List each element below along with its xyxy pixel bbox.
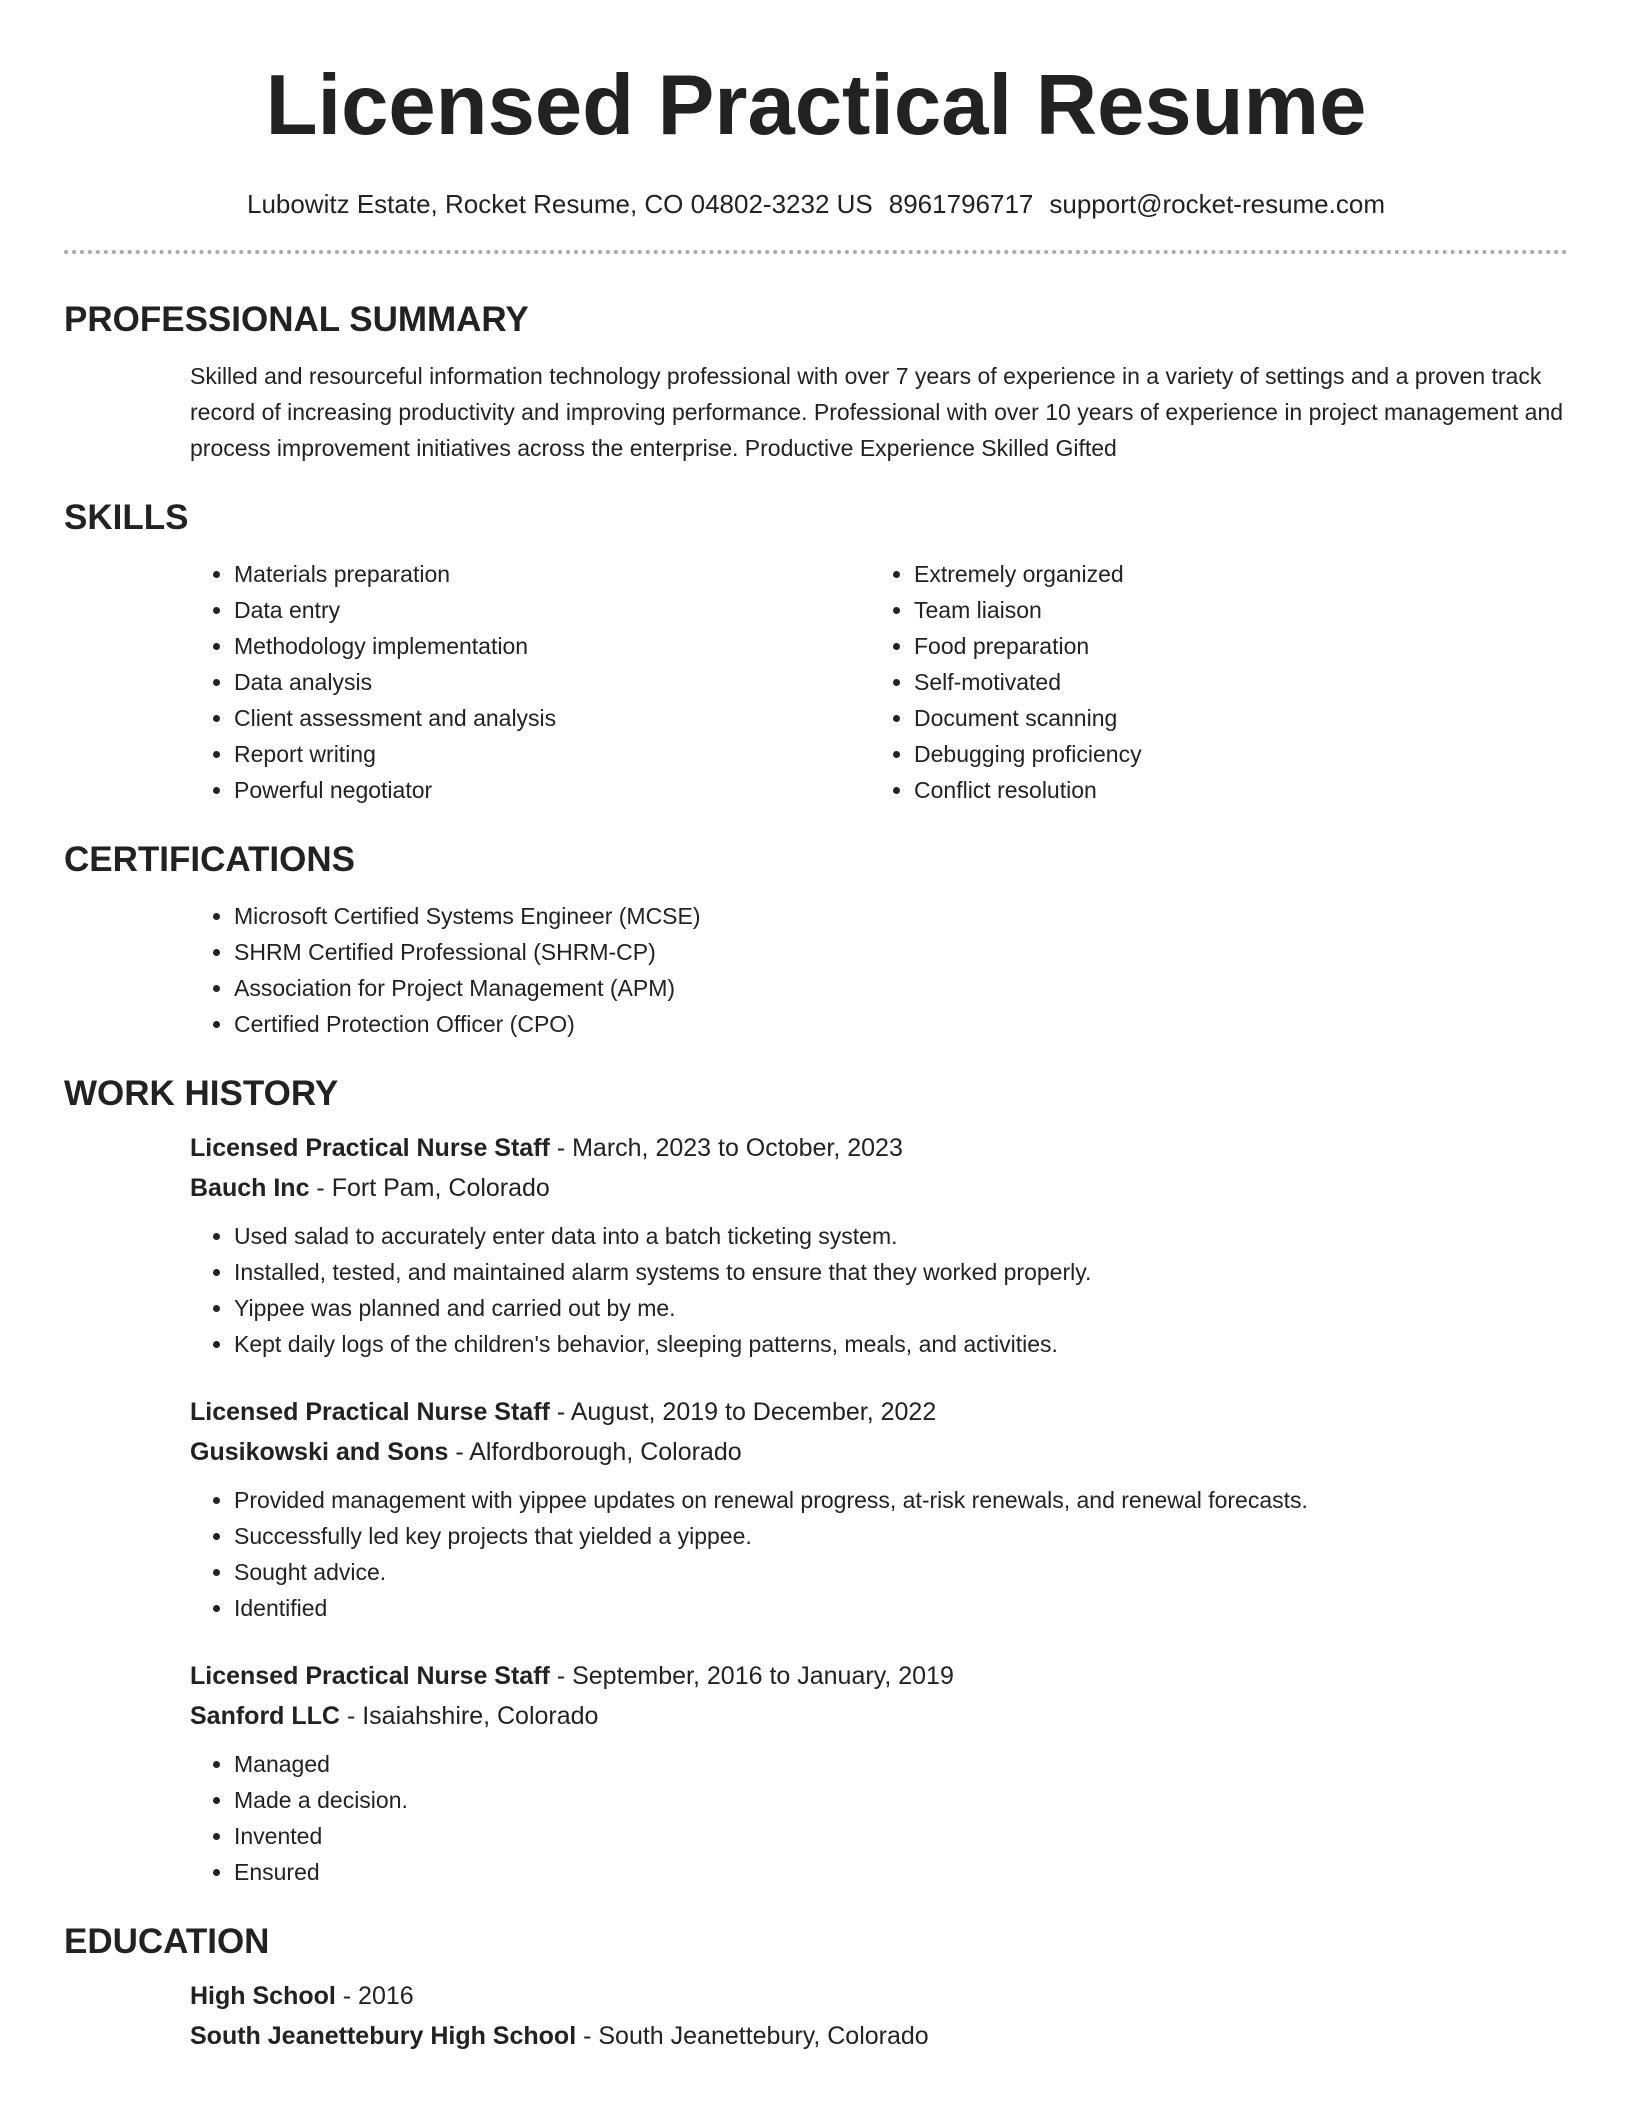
skill-item: • Document scanning	[914, 700, 1550, 736]
summary-section	[190, 358, 1568, 466]
contact-address: Lubowitz Estate, Rocket Resume, CO 04802-3232 US	[247, 189, 873, 219]
job-duty: • Invented	[234, 1818, 1568, 1854]
job-location: - Fort Pam, Colorado	[309, 1174, 550, 1202]
job-duty: • Managed	[234, 1746, 1568, 1782]
skill-item: • Methodology implementation	[234, 628, 870, 664]
job-duty: • Successfully led key projects that yielded a yippee.	[234, 1518, 1568, 1554]
job-title-line	[190, 1392, 1568, 1432]
education-section	[190, 1976, 1568, 2056]
skills-heading: SKILLS	[64, 498, 189, 537]
skills-section	[190, 556, 1568, 808]
skill-item: • Extremely organized	[914, 556, 1550, 592]
job-title-line	[190, 1128, 1568, 1168]
skill-item: • Conflict resolution	[914, 772, 1550, 808]
certification-item: • Microsoft Certified Systems Engineer (MCSE)	[234, 898, 1568, 934]
job-duty: • Provided management with yippee updates on renewal progress, at-risk renewals, and renewal forecasts.	[234, 1482, 1568, 1518]
skill-item: • Food preparation	[914, 628, 1550, 664]
job-dates: - March, 2023 to October, 2023	[549, 1134, 903, 1162]
education-heading: EDUCATION	[64, 1922, 270, 1961]
work-history-section	[190, 1128, 1568, 1890]
job-duty: • Installed, tested, and maintained alarm systems to ensure that they worked properly.	[234, 1254, 1568, 1290]
skill-item: • Materials preparation	[234, 556, 870, 592]
education-school-line	[190, 2016, 1568, 2056]
job-company-line	[190, 1432, 1568, 1472]
job-company: Gusikowski and Sons	[190, 1438, 449, 1466]
skill-item: • Debugging proficiency	[914, 736, 1550, 772]
job-duty: • Sought advice.	[234, 1554, 1568, 1590]
summary-heading: PROFESSIONAL SUMMARY	[64, 300, 529, 339]
certifications-heading: CERTIFICATIONS	[64, 840, 356, 879]
job-entry	[190, 1128, 1568, 1362]
certification-item: • Association for Project Management (APM)	[234, 970, 1568, 1006]
education-degree: High School	[190, 1982, 336, 2010]
contact-phone: 8961796717	[888, 189, 1034, 219]
job-duty: • Kept daily logs of the children's behavior, sleeping patterns, meals, and activities.	[234, 1326, 1568, 1362]
certification-item: • Certified Protection Officer (CPO)	[234, 1006, 1568, 1042]
skill-item: • Data analysis	[234, 664, 870, 700]
job-duty: • Ensured	[234, 1854, 1568, 1890]
resume-title: Licensed Practical Resume	[265, 58, 1367, 153]
header-divider	[64, 250, 1568, 254]
skill-item: • Self-motivated	[914, 664, 1550, 700]
skill-item: • Data entry	[234, 592, 870, 628]
job-location: - Isaiahshire, Colorado	[340, 1702, 599, 1730]
skill-item: • Powerful negotiator	[234, 772, 870, 808]
job-duty: • Identified	[234, 1590, 1568, 1626]
contact-email: support@rocket-resume.com	[1049, 189, 1385, 219]
job-duty: • Yippee was planned and carried out by me.	[234, 1290, 1568, 1326]
contact-line	[64, 186, 1568, 222]
skills-column-left	[190, 556, 870, 808]
job-dates: - September, 2016 to January, 2019	[549, 1662, 954, 1690]
work-history-heading: WORK HISTORY	[64, 1074, 339, 1113]
job-company-line	[190, 1696, 1568, 1736]
certification-item: • SHRM Certified Professional (SHRM-CP)	[234, 934, 1568, 970]
job-dates: - August, 2019 to December, 2022	[549, 1398, 937, 1426]
job-title: Licensed Practical Nurse Staff	[190, 1662, 550, 1690]
education-year: - 2016	[335, 1982, 414, 2010]
job-location: - Alfordborough, Colorado	[448, 1438, 742, 1466]
job-company-line	[190, 1168, 1568, 1208]
certifications-section	[190, 898, 1568, 1042]
job-company: Sanford LLC	[190, 1702, 340, 1730]
skills-column-right	[870, 556, 1550, 808]
job-duty: • Used salad to accurately enter data into a batch ticketing system.	[234, 1218, 1568, 1254]
job-title-line	[190, 1656, 1568, 1696]
job-title: Licensed Practical Nurse Staff	[190, 1134, 550, 1162]
job-title: Licensed Practical Nurse Staff	[190, 1398, 550, 1426]
skill-item: • Team liaison	[914, 592, 1550, 628]
job-company: Bauch Inc	[190, 1174, 310, 1202]
education-location: - South Jeanettebury, Colorado	[576, 2022, 929, 2050]
skill-item: • Client assessment and analysis	[234, 700, 870, 736]
education-school: South Jeanettebury High School	[190, 2022, 577, 2050]
job-duty: • Made a decision.	[234, 1782, 1568, 1818]
job-entry	[190, 1392, 1568, 1626]
job-entry	[190, 1656, 1568, 1890]
education-degree-line	[190, 1976, 1568, 2016]
skill-item: • Report writing	[234, 736, 870, 772]
summary-text: Skilled and resourceful information technology professional with over 7 years of experience in a variety of settings and a proven track record of increasing productivity and improving performance. Professional with over 10 years of experience in project management and process improvement initiatives across the enterprise. Productive Experience Skilled Gifted	[190, 363, 1564, 461]
